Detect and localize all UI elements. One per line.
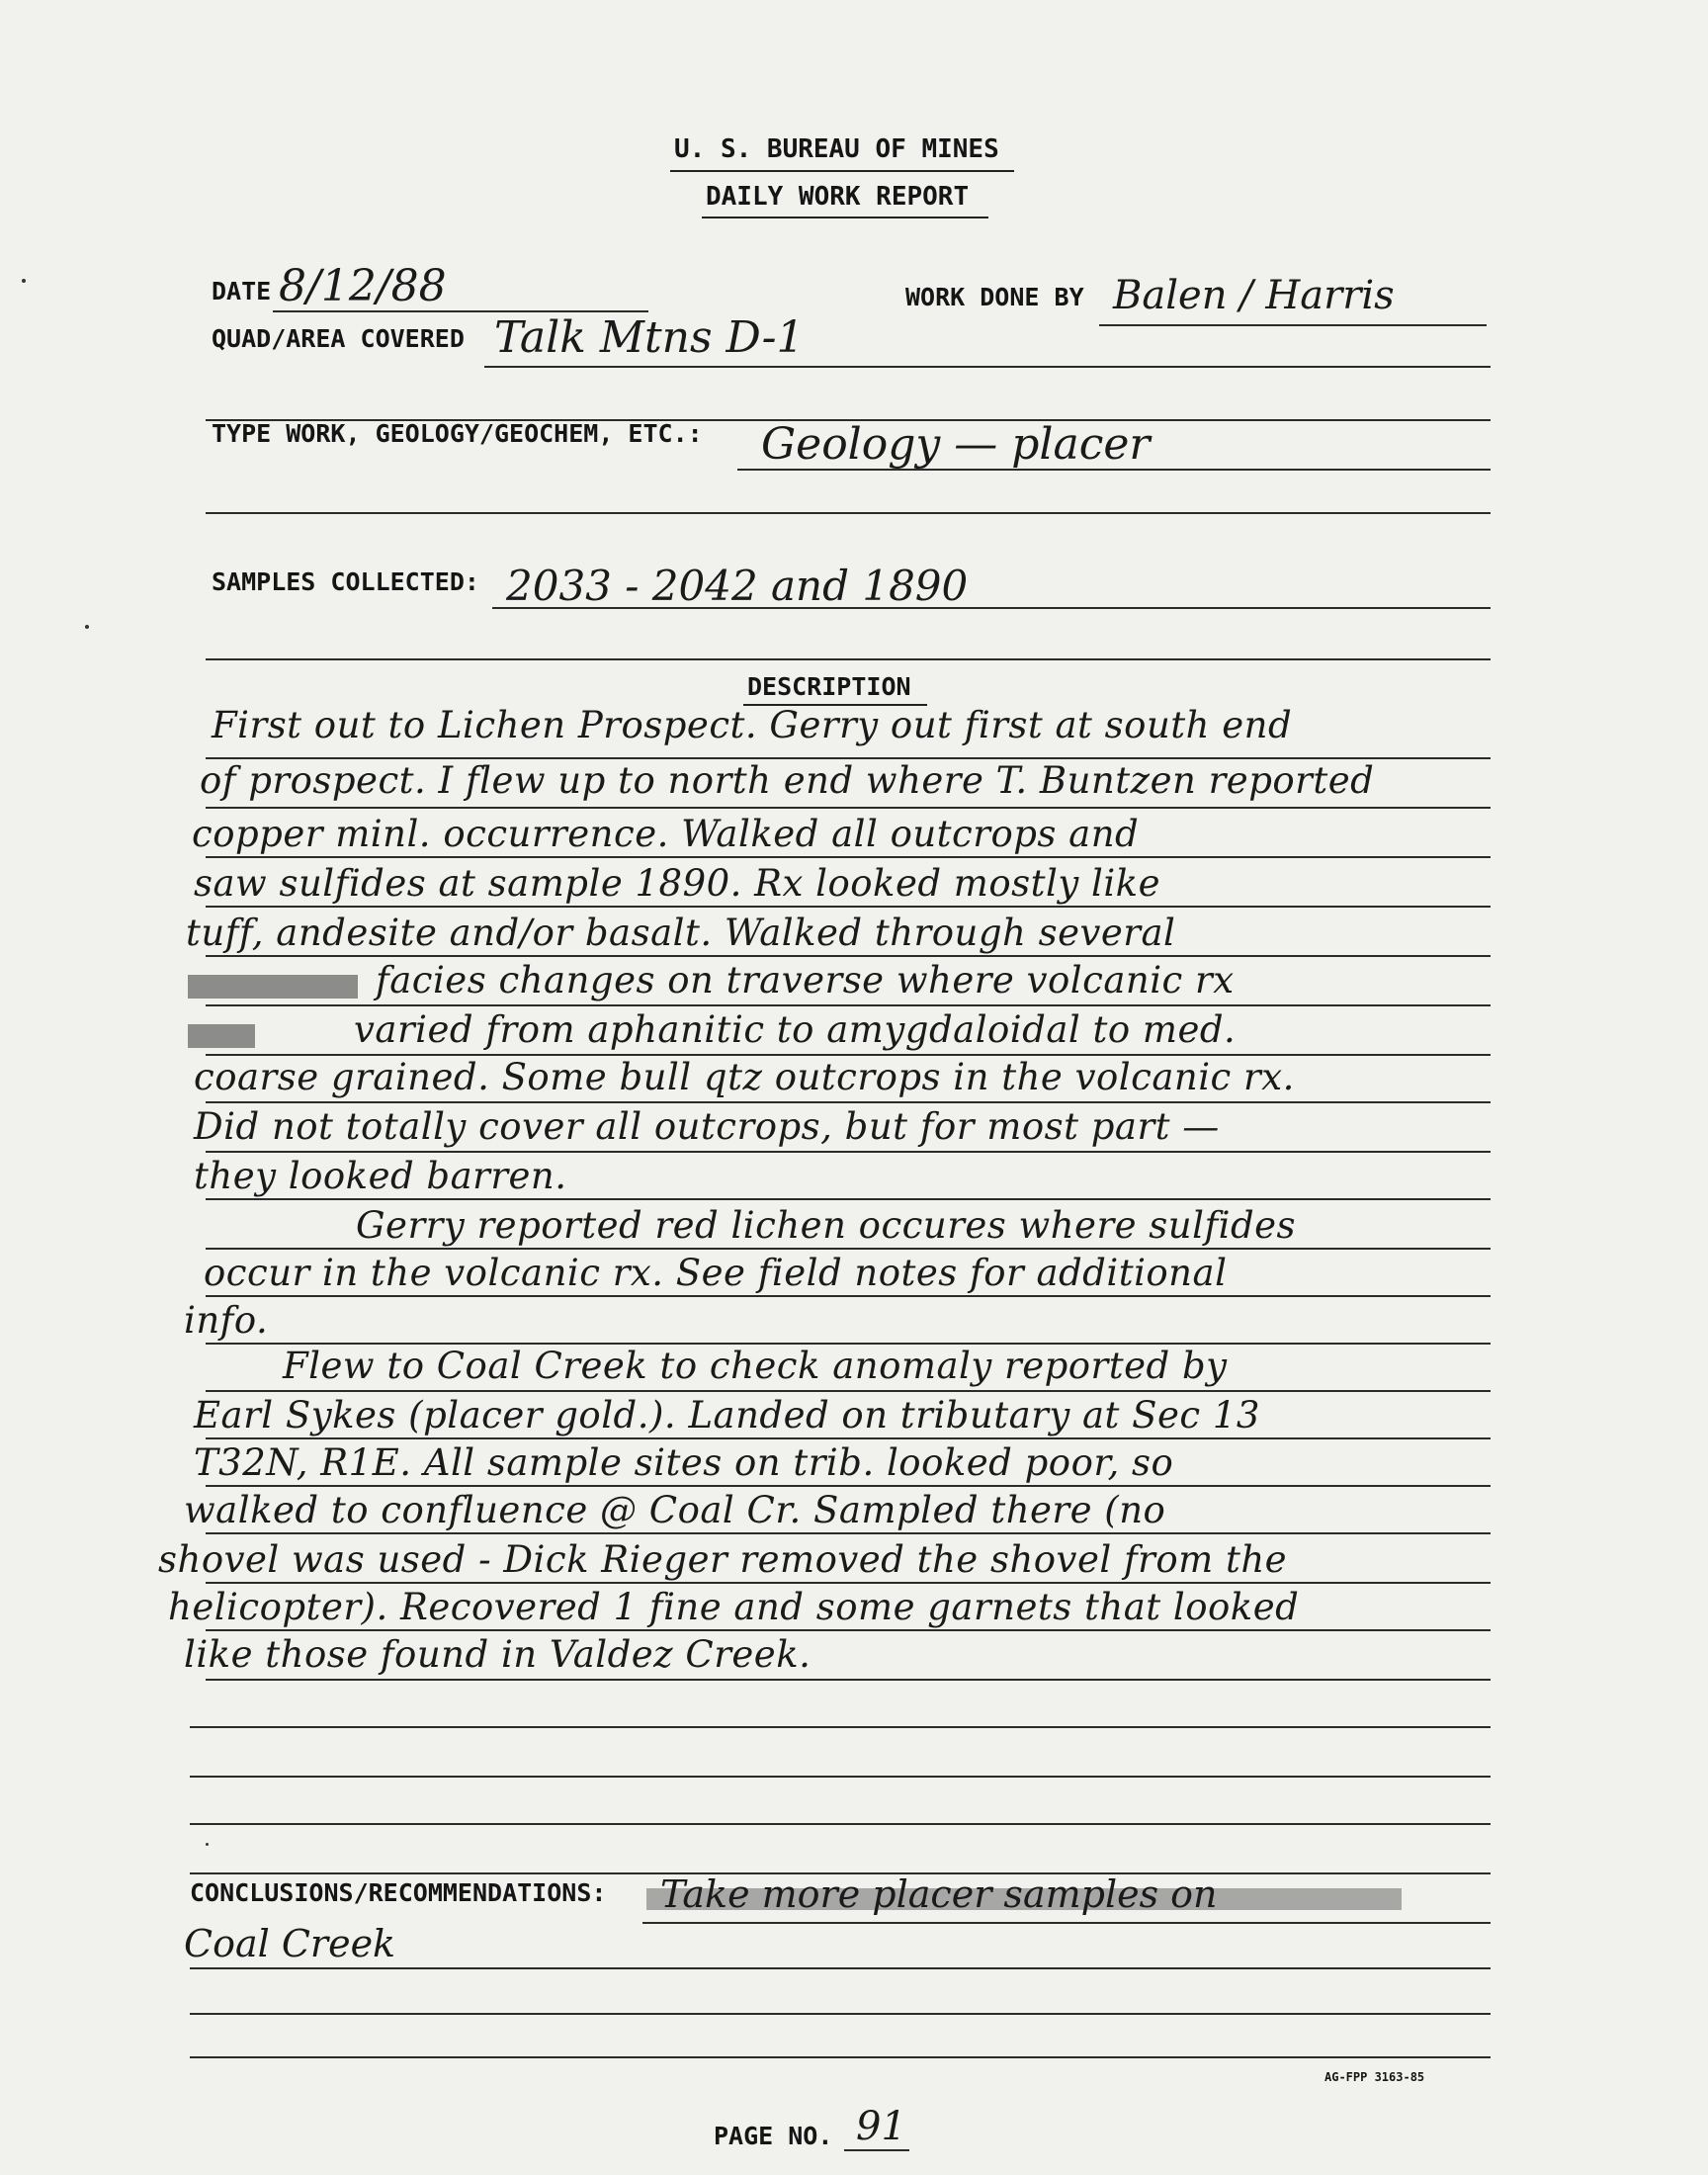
conclusions-rule-1 [642,1922,1491,1924]
description-line: walked to confluence @ Coal Cr. Sampled there (no [184,1489,1166,1531]
description-line: coarse grained. Some bull qtz outcrops in the volcanic rx. [194,1056,1295,1098]
description-line: shovel was used - Dick Rieger removed the shovel from the [158,1538,1288,1581]
quad-line-1 [484,366,1491,368]
agency-title: U. S. BUREAU OF MINES [674,134,999,164]
crossed-out-word [188,975,358,999]
conclusions-line-1: Take more placer samples on [660,1872,1218,1916]
type-work-label: TYPE WORK, GEOLOGY/GEOCHEM, ETC.: [212,419,703,448]
page-number-line [844,2149,909,2151]
work-done-by-label: WORK DONE BY [905,283,1084,311]
description-line: helicopter). Recovered 1 fine and some garnets that looked [168,1586,1300,1628]
scan-speck [206,1843,209,1846]
quad-label: QUAD/AREA COVERED [212,324,465,353]
description-line: tuff, andesite and/or basalt. Walked through several [186,912,1176,954]
type-work-value: Geology — placer [761,419,1151,470]
samples-label: SAMPLES COLLECTED: [212,567,479,596]
description-line: First out to Lichen Prospect. Gerry out first at south end [212,704,1293,746]
description-line: facies changes on traverse where volcanic rx [376,959,1235,1001]
description-line: like those found in Valdez Creek. [184,1633,811,1676]
type-work-line-1 [737,469,1491,471]
date-value: 8/12/88 [279,261,447,311]
description-heading: DESCRIPTION [747,672,911,701]
form-code: AG-FPP 3163-85 [1324,2070,1425,2084]
scan-speck [85,625,89,629]
description-line: info. [184,1299,269,1342]
page-number-label: PAGE NO. [714,2122,833,2150]
conclusions-rule-4 [190,2056,1491,2058]
conclusions-rule-2 [190,1967,1491,1969]
agency-underline [670,170,1014,172]
samples-line-1 [492,607,1491,609]
work-done-by-line [1099,324,1487,326]
quad-value: Talk Mtns D-1 [494,312,805,363]
report-title-underline [702,217,988,218]
report-title: DAILY WORK REPORT [706,182,970,212]
crossed-out-word [188,1024,255,1048]
description-line: Flew to Coal Creek to check anomaly reported by [283,1345,1228,1387]
type-work-line-2 [206,512,1491,514]
work-done-by-value: Balen / Harris [1113,273,1395,318]
page-number-value: 91 [856,2104,906,2149]
date-label: DATE [212,277,272,305]
conclusions-line-2: Coal Creek [184,1922,396,1965]
conclusions-rule-3 [190,2013,1491,2015]
scan-speck [22,279,26,283]
description-line: T32N, R1E. All sample sites on trib. looked poor, so [194,1441,1174,1484]
description-line: Did not totally cover all outcrops, but for most part — [194,1105,1220,1148]
description-line: copper minl. occurrence. Walked all outcrops and [192,813,1140,855]
samples-line-2 [206,658,1491,660]
description-line: of prospect. I flew up to north end where T. Buntzen reported [200,759,1375,802]
description-line: occur in the volcanic rx. See field notes for additional [204,1252,1228,1294]
description-line: Gerry reported red lichen occures where sulfides [356,1204,1297,1247]
description-line: saw sulfides at sample 1890. Rx looked mostly like [194,862,1161,905]
description-line: varied from aphanitic to amygdaloidal to med. [354,1008,1237,1051]
description-line: they looked barren. [194,1155,567,1197]
samples-value: 2033 - 2042 and 1890 [506,562,969,610]
description-line: Earl Sykes (placer gold.). Landed on tributary at Sec 13 [194,1394,1260,1436]
conclusions-label: CONCLUSIONS/RECOMMENDATIONS: [190,1878,607,1907]
